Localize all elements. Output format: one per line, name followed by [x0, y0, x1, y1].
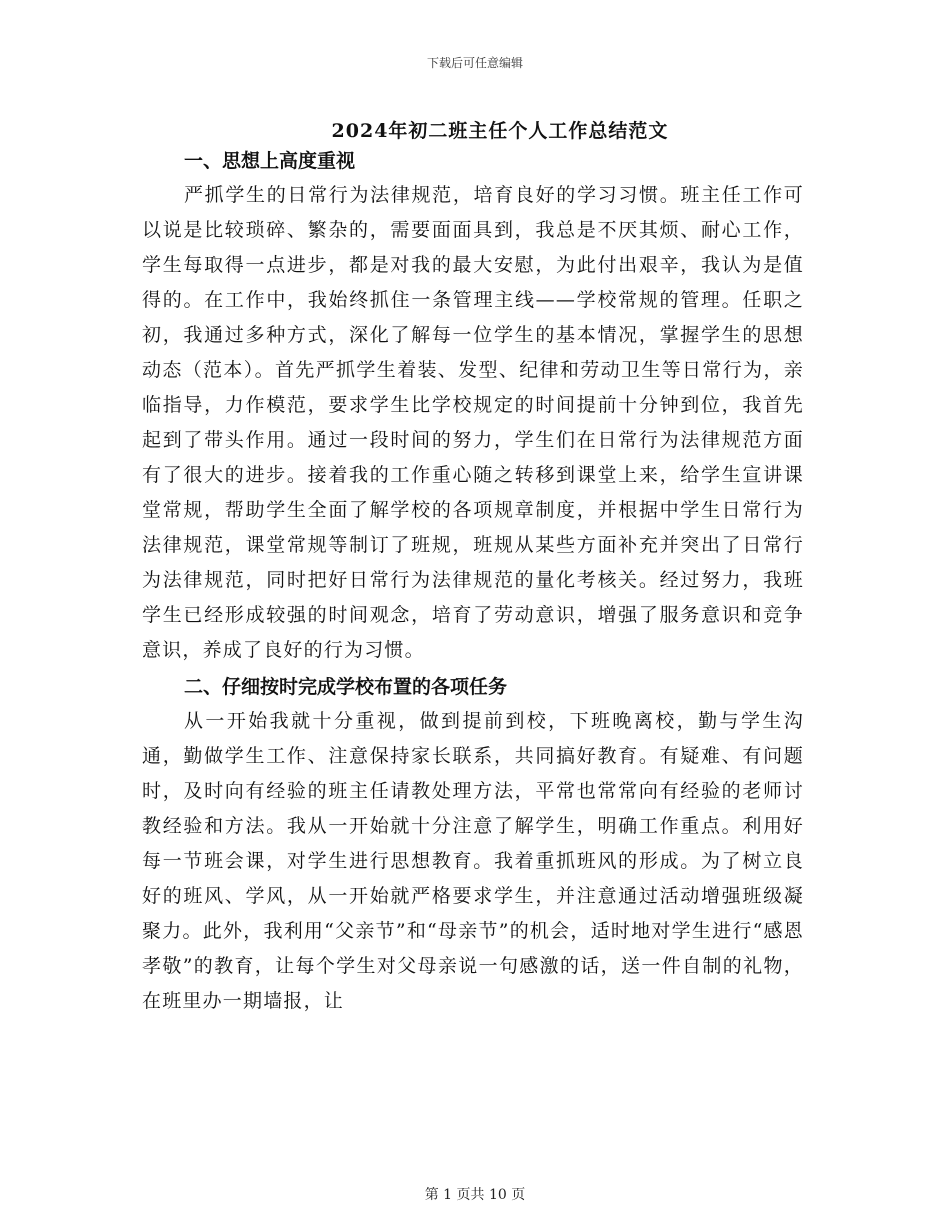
- section-heading-2: 二、仔细按时完成学校布置的各项任务: [184, 676, 508, 698]
- document-title: 2024年初二班主任个人工作总结范文: [331, 120, 669, 142]
- section-paragraph-1: 严抓学生的日常行为法律规范，培育良好的学习习惯。班主任工作可以说是比较琐碎、繁杂的，需要面面具到，我总是不厌其烦、耐心工作，学生每取得一点进步，都是对我的最大安慰，为此付出艰辛，我认为是值得的。在工作中，我始终抓住一条管理主线——学校常规的管理。任职之初，我通过多种方式，深化了解每一位学生的基本情况，掌握学生的思想动态（范本）。首先严抓学生着装、发型、纪律和劳动卫生等日常行为，亲临指导，力作模范，要求学生比学校规定的时间提前十分钟到位，我首先起到了带头作用。通过一段时间的努力，学生们在日常行为法律规范方面有了很大的进步。接着我的工作重心随之转移到课堂上来，给学生宣讲课堂常规，帮助学生全面了解学校的各项规章制度，并根据中学生日常行为法律规范，课堂常规等制订了班规，班规从某些方面补充并突出了日常行为法律规范，同时把好日常行为法律规范的量化考核关。经过努力，我班学生已经形成较强的时间观念，培育了劳动意识，增强了服务意识和竞争意识，养成了良好的行为习惯。: [142, 184, 804, 661]
- section-paragraph-2: 从一开始我就十分重视，做到提前到校，下班晚离校，勤与学生沟通，勤做学生工作、注意保持家长联系，共同搞好教育。有疑难、有问题时，及时向有经验的班主任请教处理方法，平常也常常向有经验的老师讨教经验和方法。我从一开始就十分注意了解学生，明确工作重点。利用好每一节班会课，对学生进行思想教育。我着重抓班风的形成。为了树立良好的班风、学风，从一开始就严格要求学生，并注意通过活动增强班级凝聚力。此外，我利用“父亲节”和“母亲节”的机会，适时地对学生进行“感恩孝敬”的教育，让每个学生对父母亲说一句感激的话，送一件自制的礼物，在班里办一期墙报，让: [142, 710, 804, 1012]
- section-heading-1: 一、思想上高度重视: [184, 150, 356, 172]
- page-footer: 第 1 页共 10 页: [424, 1187, 526, 1203]
- document-body: [142, 146, 804, 1019]
- page-header: 下载后可任意编辑: [426, 56, 523, 70]
